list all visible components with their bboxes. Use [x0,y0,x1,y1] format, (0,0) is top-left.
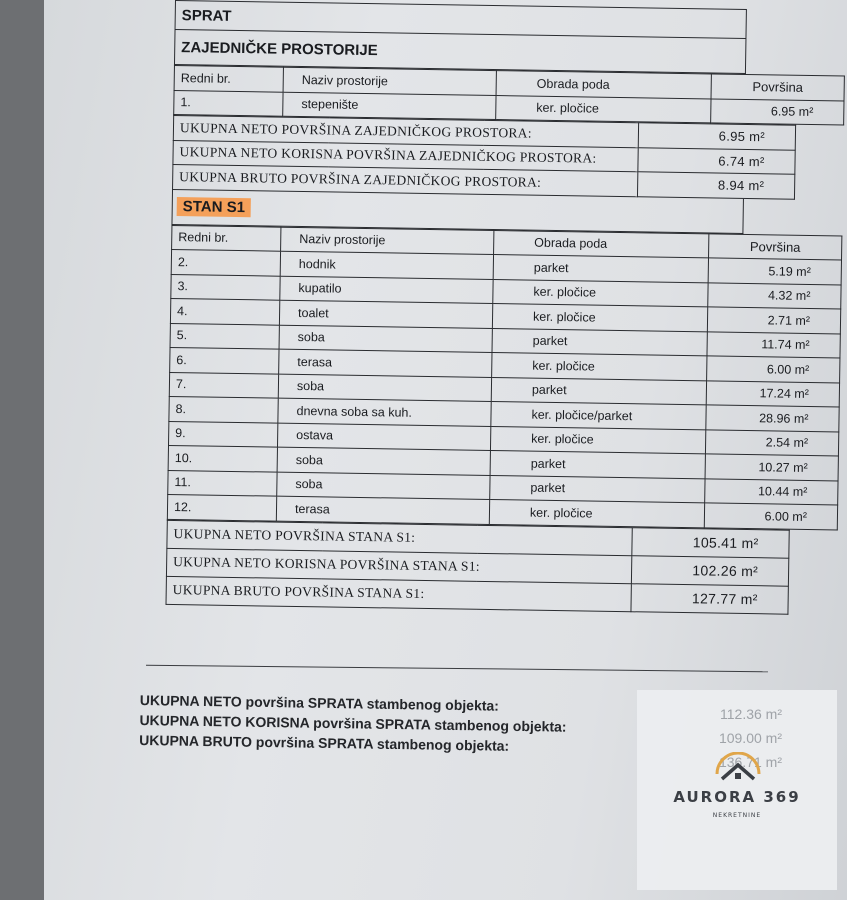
row-name: ostava [277,423,490,451]
col-header-area: Površina [711,74,844,101]
summary-label: UKUPNA NETO KORISNA POVRŠINA ZAJEDNIČKOG PROSTORA: [173,140,638,172]
row-area: 2.71 m² [707,307,840,334]
row-no: 2. [171,249,280,275]
row-no: 11. [168,470,277,496]
total-label: UKUPNA NETO KORISNA površina SPRATA stambenog objekta: [139,711,567,735]
col-header-floor: Obrada poda [496,71,711,99]
row-no: 7. [169,372,278,398]
house-roof-icon [713,752,763,784]
row-no: 5. [170,323,279,349]
row-name: dnevna soba sa kuh. [278,398,491,426]
total-label: UKUPNA BRUTO površina SPRATA stambenog objekta: [139,731,510,754]
row-name: soba [277,447,490,475]
row-area: 2.54 m² [705,429,838,456]
summary-value: 8.94 m² [637,172,794,199]
row-no: 3. [171,274,280,300]
row-floor: parket [490,475,705,503]
row-name: toalet [279,300,492,328]
row-floor: parket [493,255,708,283]
summary-value: 6.74 m² [638,147,795,174]
summary-label: UKUPNA NETO POVRŠINA ZAJEDNIČKOG PROSTORA: [173,115,638,147]
row-name: soba [278,374,491,402]
row-no: 4. [170,298,279,324]
unit-rooms-table [167,224,843,530]
row-area: 17.24 m² [706,380,839,407]
row-area: 6.00 m² [704,503,837,530]
col-header-no: Redni br. [172,225,281,251]
row-floor: parket [492,328,707,356]
row-area: 5.19 m² [708,258,841,285]
row-floor: parket [490,451,705,479]
row-name: soba [277,472,490,500]
row-area: 10.44 m² [705,478,838,505]
common-rooms-title: ZAJEDNIČKE PROSTORIJE [174,30,746,74]
row-area: 6.00 m² [707,356,840,383]
total-label: UKUPNA NETO površina SPRATA stambenog objekta: [139,691,500,714]
row-no: 10. [168,445,277,471]
summary-label: UKUPNA NETO POVRŠINA STANA S1: [167,520,632,555]
unit-rows [167,249,841,529]
common-summary-table [172,115,796,199]
watermark-logo [637,690,837,890]
row-area: 10.27 m² [705,454,838,481]
summary-value: 127.77 m² [631,583,788,613]
row-name: terasa [279,349,492,377]
col-header-name: Naziv prostorije [283,67,496,95]
summary-value: 6.95 m² [638,123,795,150]
row-floor: ker. pločice [489,500,704,528]
row-area: 11.74 m² [707,331,840,358]
row-floor: ker. pločice [496,95,711,123]
row-name: kupatilo [280,276,493,304]
row-floor: ker. pločice [492,304,707,332]
row-no: 12. [167,494,276,520]
summary-value: 102.26 m² [631,555,788,585]
unit-title: STAN S1 [177,197,252,217]
summary-label: UKUPNA BRUTO POVRŠINA STANA S1: [166,576,631,611]
row-name: soba [279,325,492,353]
row-area: 6.95 m² [711,98,844,125]
col-header-floor: Obrada poda [494,230,709,258]
row-no: 9. [169,421,278,447]
row-floor: ker. pločice [490,426,705,454]
summary-value: 105.41 m² [632,527,789,557]
row-floor: ker. pločice/parket [491,402,706,430]
row-name: stepenište [283,92,496,120]
col-header-name: Naziv prostorije [281,227,494,255]
summary-label: UKUPNA NETO KORISNA POVRŠINA STANA S1: [166,548,631,583]
row-no: 1. [174,90,283,116]
brand-name: AURORA 369 [673,788,801,806]
unit-summary-table [166,519,790,614]
row-no: 8. [169,396,278,422]
col-header-area: Površina [709,233,842,260]
row-area: 4.32 m² [708,282,841,309]
row-floor: ker. pločice [493,279,708,307]
total-value: 109.00 m² [718,730,782,746]
summary-label: UKUPNA BRUTO POVRŠINA ZAJEDNIČKOG PROSTORA: [173,164,638,196]
floor-title: SPRAT [175,0,747,39]
row-floor: ker. pločice [492,353,707,381]
row-name: terasa [276,496,489,524]
col-header-no: Redni br. [174,65,283,91]
row-floor: parket [491,377,706,405]
row-name: hodnik [280,251,493,279]
row-no: 6. [170,347,279,373]
total-value: 112.36 m² [720,706,782,722]
row-area: 28.96 m² [706,405,839,432]
brand-tagline: NEKRETNINE [712,812,762,819]
total-value: 136.71 m² [718,754,782,770]
area-table [166,0,814,613]
